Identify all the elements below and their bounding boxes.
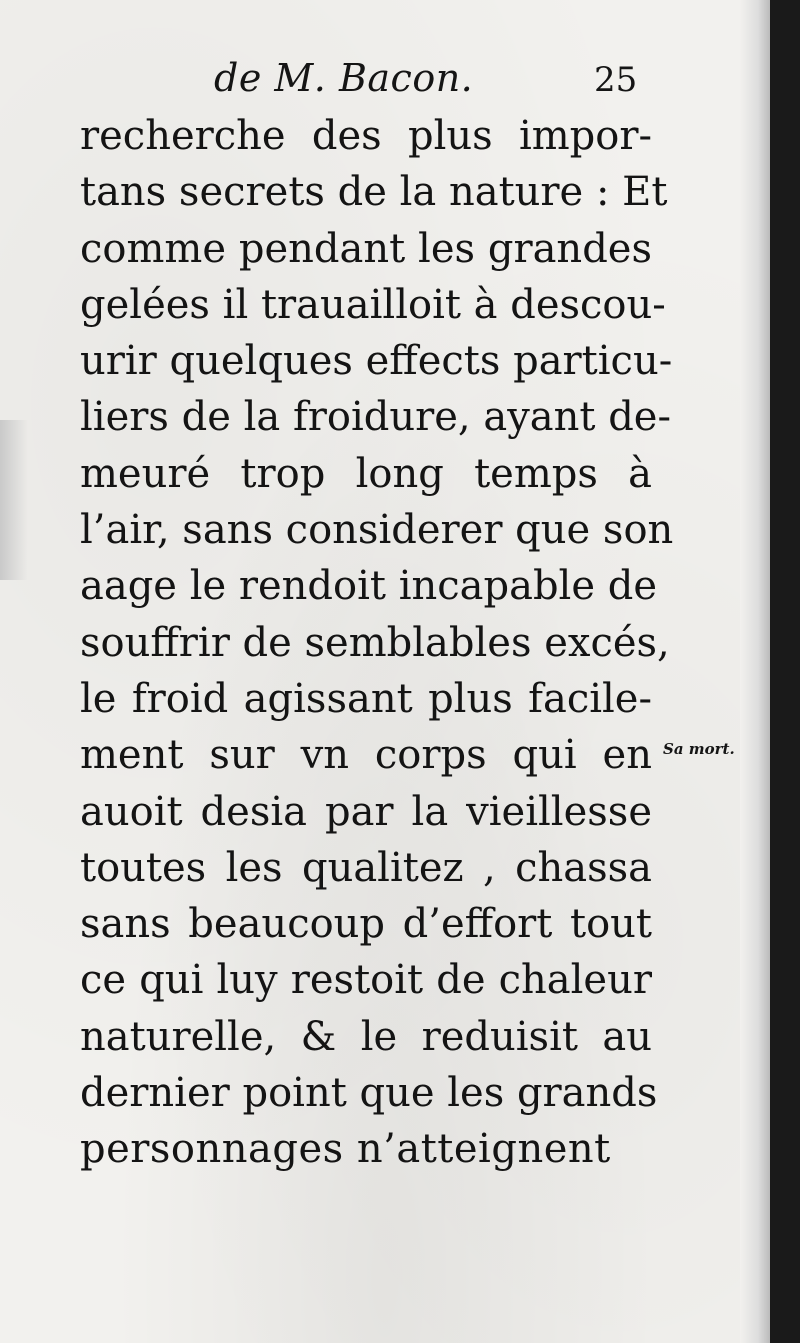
text-line: dernier point que les grands	[80, 1070, 658, 1117]
text-line: l’air, sans considerer que son	[80, 507, 674, 554]
text-line: personnages n’atteignent	[80, 1126, 611, 1173]
page-shadow	[0, 420, 28, 580]
text-line: toutes les qualitez , chassa	[80, 844, 652, 891]
text-line: souffrir de semblables excés,	[80, 619, 670, 666]
text-line: sans beaucoup d’effort tout	[80, 901, 652, 948]
running-head: de M. Bacon.	[214, 56, 474, 100]
text-line: naturelle, & le reduisit au	[80, 1013, 652, 1060]
page-number: 25	[594, 60, 638, 100]
text-line: aage le rendoit incapable de	[80, 563, 658, 610]
text-line: meuré trop long temps à	[80, 450, 652, 497]
text-line: tans secrets de la nature : Et	[80, 169, 668, 216]
text-line: ment sur vn corps qui en	[80, 732, 652, 779]
page-edge	[740, 0, 770, 1343]
text-line: urir quelques effects particu-	[80, 338, 673, 385]
body-text	[80, 108, 674, 1178]
margin-note: Sa mort.	[663, 740, 735, 758]
text-line: auoit desia par la vieillesse	[80, 788, 652, 835]
text-line: recherche des plus impor-	[80, 113, 652, 159]
text-line: comme pendant les grandes	[80, 225, 652, 272]
text-line: le froid agissant plus facile-	[80, 675, 652, 722]
text-line: gelées il trauailloit à descou-	[80, 281, 666, 328]
text-line: ce qui luy restoit de chaleur	[80, 957, 652, 1004]
text-line: liers de la froidure, ayant de-	[80, 394, 671, 441]
